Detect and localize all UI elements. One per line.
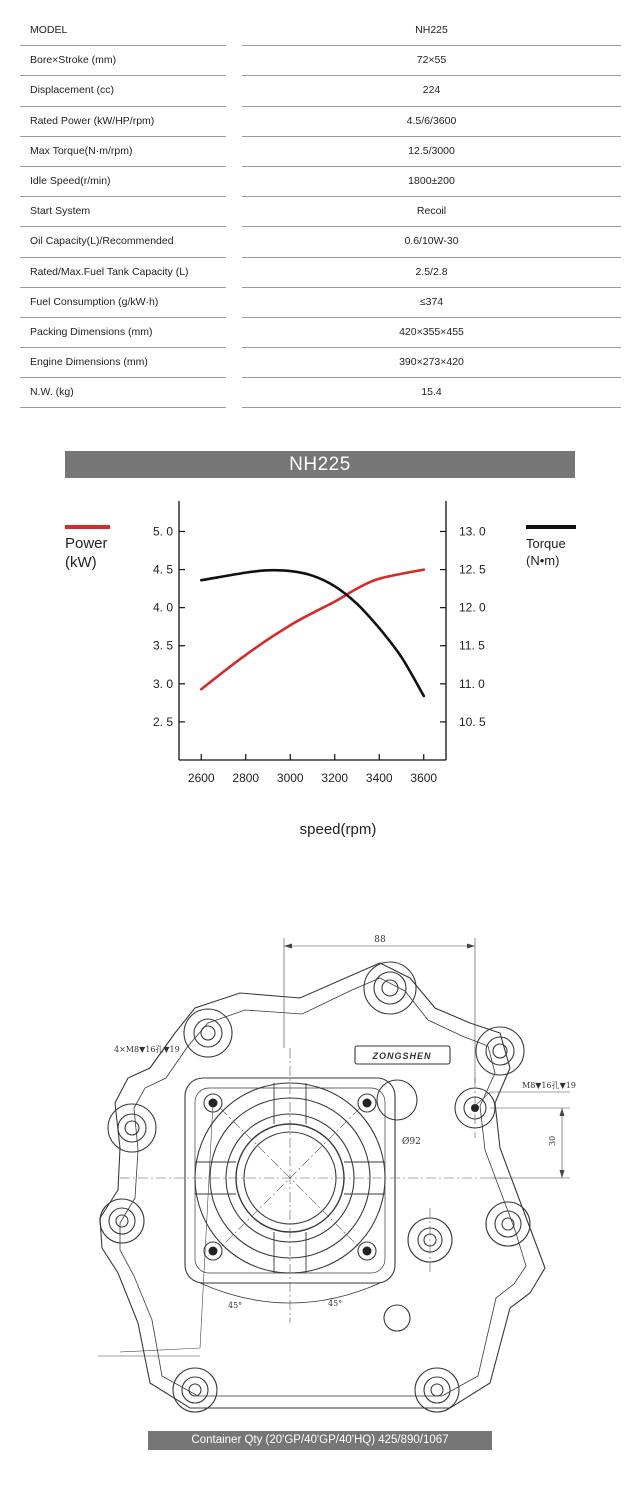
- right-tick-label: 11. 5: [459, 638, 485, 653]
- mounting-boss-top-right: [364, 962, 416, 1014]
- spec-label: Fuel Consumption (g/kW·h): [30, 295, 159, 308]
- spec-value: Recoil: [416, 205, 447, 218]
- legend-torque-unit: (N•m): [526, 553, 560, 568]
- spec-label: Displacement (cc): [30, 84, 115, 97]
- spec-label: Packing Dimensions (mm): [30, 325, 153, 338]
- spec-value: 1800±200: [408, 174, 455, 187]
- spec-row: [20, 107, 621, 137]
- mounting-boss-bottom-left: [173, 1368, 217, 1412]
- x-tick-label: 3000: [276, 771, 304, 785]
- left-tick-label: 2. 5: [152, 714, 173, 729]
- spec-table: [20, 16, 621, 408]
- angle-left-label: 45°: [228, 1301, 243, 1310]
- spec-value: 390×273×420: [399, 356, 464, 369]
- mounting-boss-right-lower: [486, 1202, 530, 1246]
- spec-value: 4.5/6/3600: [406, 114, 457, 127]
- dimension-right-label: 30: [548, 1135, 557, 1146]
- housing-inner-outline: [120, 978, 526, 1396]
- spec-row: [20, 378, 621, 408]
- container-qty-bar: Container Qty (20'GP/40'GP/40'HQ) 425/890/1067: [148, 1431, 492, 1450]
- left-tick-label: 3. 0: [152, 676, 173, 691]
- spec-row: [20, 16, 621, 46]
- right-tick-label: 13. 0: [459, 524, 486, 539]
- spec-label: Bore×Stroke (mm): [30, 54, 117, 67]
- mounting-boss-top-left: [184, 1009, 232, 1057]
- spec-value: 224: [422, 84, 441, 97]
- callout-right-label: M8▼16孔▼19: [522, 1081, 576, 1090]
- spec-row: [20, 227, 621, 257]
- oil-fill-port: [377, 1080, 417, 1120]
- spec-value: 2.5/2.8: [415, 265, 448, 278]
- spec-label: MODEL: [30, 24, 68, 36]
- spec-value: 12.5/3000: [408, 144, 455, 157]
- row-divider: [20, 407, 226, 408]
- left-tick-label: 3. 5: [152, 638, 173, 653]
- spec-value: 15.4: [421, 386, 442, 399]
- chart-axes: [153, 501, 486, 785]
- spec-label: Start System: [30, 205, 91, 218]
- spec-label: Rated Power (kW/HP/rpm): [30, 114, 155, 127]
- spec-row: [20, 76, 621, 106]
- spec-row: [20, 197, 621, 227]
- chart-title-banner: NH225: [65, 451, 575, 478]
- legend-torque-label: Torque: [526, 536, 566, 551]
- spec-label: Idle Speed(r/min): [30, 174, 111, 187]
- spec-label: Rated/Max.Fuel Tank Capacity (L): [30, 265, 189, 278]
- small-port: [384, 1305, 410, 1331]
- angle-right-label: 45°: [328, 1299, 343, 1308]
- x-axis-label: speed(rpm): [299, 821, 377, 838]
- series-power-line: [201, 570, 423, 690]
- right-tick-label: 11. 0: [459, 676, 485, 691]
- left-tick-label: 4. 0: [152, 600, 173, 615]
- series-torque-line: [201, 570, 423, 696]
- chart-series: [201, 570, 423, 696]
- left-tick-label: 4. 5: [152, 562, 173, 577]
- spec-row: [20, 258, 621, 288]
- x-tick-label: 3600: [410, 771, 438, 785]
- left-tick-label: 5. 0: [152, 524, 173, 539]
- right-tick-label: 10. 5: [459, 714, 486, 729]
- spec-row: [20, 167, 621, 197]
- legend-power-unit: (kW): [65, 554, 97, 571]
- row-divider: [242, 407, 621, 408]
- spec-row: [20, 348, 621, 378]
- crankcase-flange-drawing: [90, 928, 580, 1428]
- mounting-boss-left-upper: [108, 1104, 156, 1152]
- spec-label: Max Torque(N·m/rpm): [30, 144, 133, 157]
- spec-label: Engine Dimensions (mm): [30, 356, 148, 369]
- spec-row: [20, 46, 621, 76]
- spec-value: 0.6/10W-30: [404, 235, 459, 248]
- x-tick-label: 3400: [365, 771, 393, 785]
- chart-legend: [65, 527, 576, 571]
- legend-power-label: Power: [65, 535, 108, 552]
- dimension-top-label: 88: [374, 935, 386, 945]
- spec-row: [20, 288, 621, 318]
- mounting-boss-left-lower: [100, 1199, 144, 1243]
- bore-diameter-label: Ø92: [402, 1137, 421, 1147]
- spec-row: [20, 318, 621, 348]
- x-tick-label: 2800: [232, 771, 260, 785]
- callout-left-label: 4×M8▼16孔▼19: [114, 1045, 180, 1054]
- spec-value: 420×355×455: [399, 325, 464, 338]
- housing-outline: [100, 963, 545, 1408]
- brand-plate-label: ZONGSHEN: [372, 1051, 432, 1061]
- spec-row: [20, 137, 621, 167]
- x-tick-label: 3200: [321, 771, 349, 785]
- performance-chart: [0, 495, 640, 855]
- spec-value: NH225: [415, 24, 448, 36]
- right-tick-label: 12. 0: [459, 600, 486, 615]
- spec-value: ≤374: [419, 295, 444, 308]
- spec-label: N.W. (kg): [30, 386, 74, 399]
- spec-value: 72×55: [416, 54, 447, 67]
- x-tick-label: 2600: [187, 771, 215, 785]
- spec-label: Oil Capacity(L)/Recommended: [30, 235, 174, 248]
- right-tick-label: 12. 5: [459, 562, 486, 577]
